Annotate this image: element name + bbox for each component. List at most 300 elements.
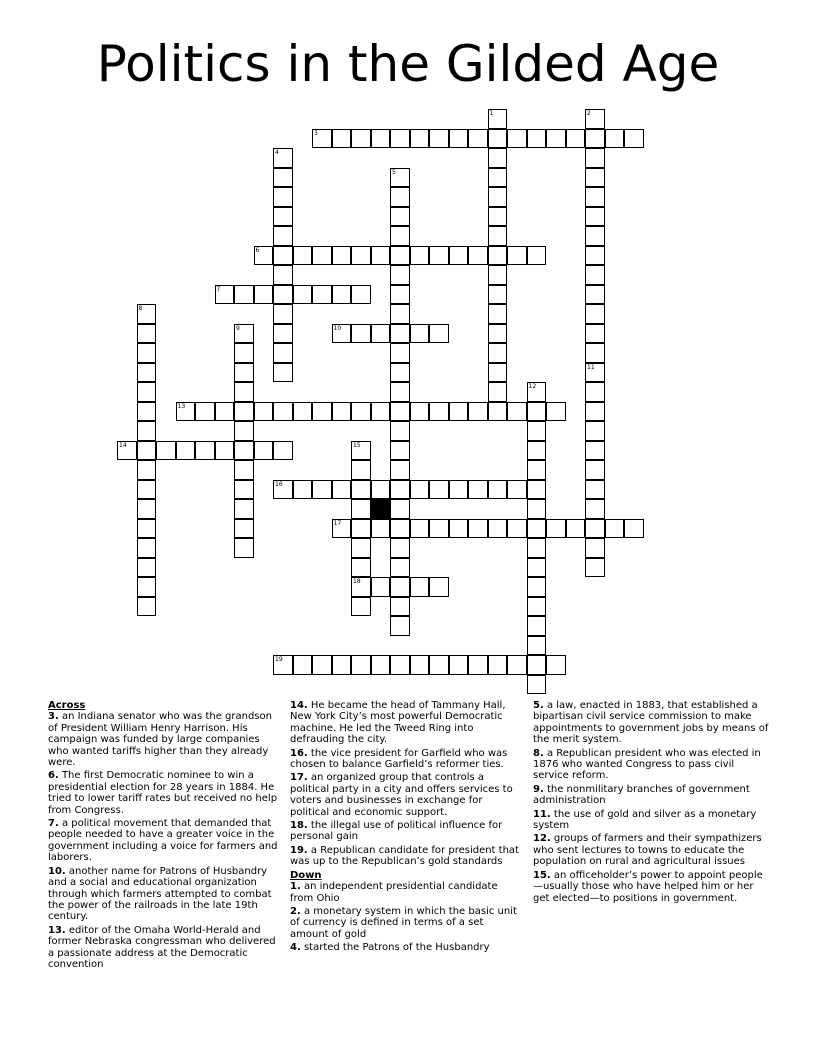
grid-cell[interactable] <box>585 246 605 266</box>
grid-cell[interactable] <box>273 168 293 188</box>
grid-cell[interactable] <box>234 538 254 558</box>
grid-cell[interactable] <box>390 187 410 207</box>
grid-cell[interactable] <box>332 519 352 539</box>
grid-cell[interactable] <box>254 402 274 422</box>
grid-cell[interactable] <box>410 519 430 539</box>
clue-number: 8. <box>533 747 544 759</box>
clue-text: a Republican candidate for president that was up to the Republican’s gold standards <box>290 844 519 868</box>
grid-cell[interactable] <box>488 655 508 675</box>
clue-text: the use of gold and silver as a monetary system <box>533 808 757 832</box>
grid-cell[interactable] <box>585 207 605 227</box>
grid-cell[interactable] <box>351 402 371 422</box>
grid-cell[interactable] <box>468 655 488 675</box>
grid-cell[interactable] <box>351 499 371 519</box>
grid-cell[interactable] <box>351 519 371 539</box>
cell-number: 15 <box>353 441 361 449</box>
grid-cell[interactable] <box>449 129 469 149</box>
grid-cell[interactable] <box>527 246 547 266</box>
grid-cell[interactable] <box>234 499 254 519</box>
clue-across-14 <box>290 700 522 746</box>
grid-cell[interactable] <box>488 304 508 324</box>
grid-cell[interactable] <box>293 402 313 422</box>
clue-down-1 <box>290 881 522 904</box>
cell-number: 5 <box>392 168 396 176</box>
grid-cell[interactable] <box>390 382 410 402</box>
grid-cell[interactable] <box>585 168 605 188</box>
grid-cell[interactable] <box>527 460 547 480</box>
clue-across-19 <box>290 845 522 868</box>
grid-cell[interactable] <box>449 246 469 266</box>
grid-cell[interactable] <box>312 480 332 500</box>
grid-cell[interactable] <box>585 519 605 539</box>
grid-cell[interactable] <box>585 148 605 168</box>
grid-cell[interactable] <box>585 363 605 383</box>
grid-cell[interactable] <box>234 441 254 461</box>
grid-cell[interactable] <box>312 655 332 675</box>
grid-cell[interactable] <box>488 168 508 188</box>
clue-number: 18. <box>290 820 308 832</box>
grid-cell[interactable] <box>468 129 488 149</box>
grid-cell[interactable] <box>273 304 293 324</box>
grid-cell[interactable] <box>371 519 391 539</box>
grid-cell[interactable] <box>527 636 547 656</box>
grid-cell[interactable] <box>390 343 410 363</box>
grid-cell[interactable] <box>507 246 527 266</box>
grid-cell[interactable] <box>215 441 235 461</box>
grid-cell[interactable] <box>429 519 449 539</box>
grid-cell[interactable] <box>254 285 274 305</box>
grid-cell[interactable] <box>273 363 293 383</box>
clue-down-2 <box>290 906 522 940</box>
grid-cell[interactable] <box>312 285 332 305</box>
cell-number: 16 <box>275 480 283 488</box>
grid-cell[interactable] <box>527 577 547 597</box>
grid-cell[interactable] <box>293 246 313 266</box>
grid-cell[interactable] <box>332 402 352 422</box>
clue-down-4 <box>290 942 522 953</box>
grid-cell[interactable] <box>215 285 235 305</box>
grid-cell[interactable] <box>527 597 547 617</box>
grid-cell[interactable] <box>605 129 625 149</box>
grid-cell[interactable] <box>585 129 605 149</box>
clue-down-11 <box>533 809 769 832</box>
grid-cell[interactable] <box>585 304 605 324</box>
grid-cell[interactable] <box>566 519 586 539</box>
cell-number: 12 <box>528 383 537 390</box>
grid-cell[interactable] <box>546 129 566 149</box>
grid-cell[interactable] <box>449 519 469 539</box>
grid-cell[interactable] <box>273 246 293 266</box>
grid-cell[interactable] <box>351 655 371 675</box>
clues-column-1 <box>48 700 282 972</box>
clue-number: 13. <box>48 924 66 936</box>
grid-cell[interactable] <box>488 480 508 500</box>
clue-down-15 <box>533 870 769 904</box>
clue-down-8 <box>533 748 769 782</box>
grid-cell[interactable] <box>137 363 157 383</box>
grid-cell[interactable] <box>254 441 274 461</box>
grid-cell[interactable] <box>390 246 410 266</box>
grid-cell[interactable] <box>195 402 215 422</box>
grid-cell[interactable] <box>429 246 449 266</box>
grid-cell[interactable] <box>293 480 313 500</box>
clue-down-5 <box>533 700 769 746</box>
grid-cell[interactable] <box>351 577 371 597</box>
grid-cell[interactable] <box>137 577 157 597</box>
grid-cell[interactable] <box>137 343 157 363</box>
grid-cell[interactable] <box>527 421 547 441</box>
clue-text: He became the head of Tammany Hall, New York City’s most powerful Democratic machine. He led the Tweed Ring into defrauding the city. <box>290 700 506 746</box>
grid-cell[interactable] <box>312 402 332 422</box>
grid-cell[interactable] <box>312 246 332 266</box>
grid-cell[interactable] <box>351 597 371 617</box>
clue-number: 7. <box>48 818 59 830</box>
grid-cell[interactable] <box>585 109 605 129</box>
grid-cell[interactable] <box>332 480 352 500</box>
grid-cell[interactable] <box>488 148 508 168</box>
grid-cell[interactable] <box>234 382 254 402</box>
grid-cell[interactable] <box>390 168 410 188</box>
clue-text: a political movement that demanded that people needed to have a greater voice in the government including a voice for farmers and laborers. <box>48 818 278 864</box>
grid-cell[interactable] <box>234 285 254 305</box>
grid-cell[interactable] <box>585 499 605 519</box>
across-header: Across <box>48 700 86 711</box>
grid-cell[interactable] <box>137 382 157 402</box>
grid-cell[interactable] <box>468 480 488 500</box>
grid-cell[interactable] <box>449 402 469 422</box>
grid-cell[interactable] <box>234 460 254 480</box>
grid-cell[interactable] <box>137 499 157 519</box>
clue-text: a monetary system in which the basic unit of currency is defined in terms of a set amount of gold <box>290 905 517 940</box>
grid-cell[interactable] <box>507 129 527 149</box>
clue-number: 6. <box>48 770 59 782</box>
grid-cell[interactable] <box>351 285 371 305</box>
grid-cell[interactable] <box>273 324 293 344</box>
clue-text: another name for Patrons of Husbandry and a social and educational organization through which farmers attempted to combat the power of the railroads in the late 19th century. <box>48 865 272 923</box>
clue-across-17 <box>290 772 522 818</box>
clue-across-13 <box>48 925 282 971</box>
grid-cell[interactable] <box>585 402 605 422</box>
grid-cell[interactable] <box>429 129 449 149</box>
clue-number: 19. <box>290 844 308 856</box>
grid-cell[interactable] <box>585 187 605 207</box>
grid-cell[interactable] <box>410 246 430 266</box>
grid-cell[interactable] <box>527 538 547 558</box>
cell-number: 17 <box>333 519 342 527</box>
grid-cell[interactable] <box>390 460 410 480</box>
grid-cell[interactable] <box>585 441 605 461</box>
clue-text: an officeholder’s power to appoint people—usually those who have helped him or her get elected—to positions in government. <box>533 869 763 904</box>
clue-text: the vice president for Garfield who was chosen to balance Garfield’s reformer ties. <box>290 747 508 771</box>
clue-number: 12. <box>533 833 551 845</box>
grid-cell[interactable] <box>273 207 293 227</box>
grid-cell[interactable] <box>137 441 157 461</box>
clue-number: 1. <box>290 881 301 893</box>
grid-cell[interactable] <box>273 655 293 675</box>
grid-cell[interactable] <box>585 421 605 441</box>
grid-cell[interactable] <box>585 285 605 305</box>
grid-cell[interactable] <box>117 441 137 461</box>
grid-cell[interactable] <box>273 480 293 500</box>
grid-cell[interactable] <box>273 441 293 461</box>
clue-number: 17. <box>290 772 308 784</box>
grid-cell[interactable] <box>429 324 449 344</box>
clue-text: an organized group that controls a political party in a city and offers services to voters and businesses in exchange for political and economic support. <box>290 772 513 818</box>
grid-cell[interactable] <box>293 285 313 305</box>
grid-cell[interactable] <box>390 597 410 617</box>
grid-cell[interactable] <box>137 304 157 324</box>
grid-cell[interactable] <box>527 519 547 539</box>
grid-cell[interactable] <box>176 402 196 422</box>
clue-number: 3. <box>48 711 59 723</box>
grid-cell[interactable] <box>371 655 391 675</box>
grid-cell[interactable] <box>585 265 605 285</box>
grid-cell[interactable] <box>371 480 391 500</box>
cell-number: 1 <box>489 110 494 117</box>
grid-cell[interactable] <box>273 285 293 305</box>
grid-cell[interactable] <box>429 577 449 597</box>
grid-cell[interactable] <box>488 519 508 539</box>
grid-cell[interactable] <box>254 246 274 266</box>
grid-cell[interactable] <box>390 285 410 305</box>
grid-cell[interactable] <box>137 558 157 578</box>
grid-cell[interactable] <box>390 480 410 500</box>
grid-cell[interactable] <box>273 265 293 285</box>
grid-cell[interactable] <box>546 402 566 422</box>
grid-cell[interactable] <box>410 324 430 344</box>
clue-number: 9. <box>533 783 544 795</box>
grid-cell[interactable] <box>137 519 157 539</box>
grid-cell[interactable] <box>410 129 430 149</box>
cell-number: 19 <box>275 656 283 663</box>
clue-text: started the Patrons of the Husbandry <box>303 942 490 954</box>
grid-cell[interactable] <box>410 402 430 422</box>
grid-cell[interactable] <box>527 655 547 675</box>
grid-cell[interactable] <box>527 129 547 149</box>
grid-cell[interactable] <box>156 441 176 461</box>
down-header: Down <box>290 869 322 881</box>
grid-cell[interactable] <box>585 558 605 578</box>
clue-across-16 <box>290 748 522 771</box>
grid-cell[interactable] <box>234 519 254 539</box>
grid-cell[interactable] <box>371 324 391 344</box>
grid-cell[interactable] <box>488 187 508 207</box>
grid-cell[interactable] <box>371 129 391 149</box>
grid-cell[interactable] <box>371 402 391 422</box>
cell-number: 18 <box>353 578 361 585</box>
grid-cell[interactable] <box>585 226 605 246</box>
grid-cell[interactable] <box>137 421 157 441</box>
grid-cell[interactable] <box>390 421 410 441</box>
grid-cell[interactable] <box>273 343 293 363</box>
cell-number: 6 <box>255 246 260 254</box>
grid-cell[interactable] <box>137 538 157 558</box>
grid-cell[interactable] <box>585 382 605 402</box>
grid-cell[interactable] <box>488 324 508 344</box>
grid-cell[interactable] <box>488 382 508 402</box>
clues-column-3 <box>533 700 769 906</box>
clue-number: 16. <box>290 747 308 759</box>
grid-cell[interactable] <box>351 441 371 461</box>
grid-cell[interactable] <box>527 558 547 578</box>
grid-cell[interactable] <box>585 343 605 363</box>
grid-cell[interactable] <box>137 402 157 422</box>
grid-cell[interactable] <box>351 460 371 480</box>
cell-number: 14 <box>119 441 127 449</box>
grid-cell[interactable] <box>546 655 566 675</box>
grid-cell[interactable] <box>566 129 586 149</box>
grid-cell[interactable] <box>195 441 215 461</box>
grid-cell[interactable] <box>371 577 391 597</box>
grid-cell[interactable] <box>390 616 410 636</box>
cell-number: 8 <box>138 305 143 312</box>
grid-cell[interactable] <box>234 480 254 500</box>
grid-cell[interactable] <box>332 285 352 305</box>
grid-cell[interactable] <box>585 538 605 558</box>
grid-cell[interactable] <box>390 207 410 227</box>
grid-cell[interactable] <box>527 675 547 695</box>
grid-cell[interactable] <box>137 597 157 617</box>
grid-cell[interactable] <box>488 265 508 285</box>
grid-cell[interactable] <box>390 499 410 519</box>
grid-cell[interactable] <box>332 246 352 266</box>
grid-cell[interactable] <box>488 285 508 305</box>
grid-cell[interactable] <box>390 129 410 149</box>
grid-cell[interactable] <box>390 577 410 597</box>
grid-cell[interactable] <box>390 363 410 383</box>
clue-text: editor of the Omaha World-Herald and former Nebraska congressman who delivered a passionate address at the Democratic convention <box>48 924 276 970</box>
grid-cell[interactable] <box>605 519 625 539</box>
clue-text: an independent presidential candidate from Ohio <box>290 881 498 904</box>
grid-cell[interactable] <box>507 402 527 422</box>
grid-cell[interactable] <box>507 655 527 675</box>
grid-cell[interactable] <box>507 480 527 500</box>
grid-cell[interactable] <box>488 363 508 383</box>
grid-cell[interactable] <box>468 246 488 266</box>
grid-cell[interactable] <box>585 324 605 344</box>
grid-cell[interactable] <box>488 207 508 227</box>
grid-cell[interactable] <box>410 577 430 597</box>
grid-cell[interactable] <box>273 148 293 168</box>
clue-text: The first Democratic nominee to win a presidential election for 28 years in 1884. He tried to lower tariff rates but received no help from Congress. <box>48 770 278 816</box>
grid-cell[interactable] <box>351 246 371 266</box>
grid-cell[interactable] <box>429 480 449 500</box>
grid-cell[interactable] <box>468 402 488 422</box>
grid-cell[interactable] <box>624 519 644 539</box>
grid-cell[interactable] <box>527 402 547 422</box>
clue-number: 15. <box>533 869 551 881</box>
grid-cell[interactable] <box>351 538 371 558</box>
grid-cell[interactable] <box>390 304 410 324</box>
grid-cell[interactable] <box>488 226 508 246</box>
grid-cell[interactable] <box>624 129 644 149</box>
grid-cell[interactable] <box>332 324 352 344</box>
clue-number: 5. <box>533 700 544 711</box>
grid-cell[interactable] <box>351 480 371 500</box>
grid-cell[interactable] <box>390 226 410 246</box>
grid-cell[interactable] <box>449 480 469 500</box>
grid-cell[interactable] <box>488 402 508 422</box>
grid-cell[interactable] <box>390 402 410 422</box>
grid-cell[interactable] <box>390 519 410 539</box>
grid-cell[interactable] <box>332 129 352 149</box>
grid-cell[interactable] <box>390 538 410 558</box>
grid-cell[interactable] <box>488 246 508 266</box>
grid-cell[interactable] <box>585 480 605 500</box>
grid-cell[interactable] <box>137 324 157 344</box>
clue-text: the illegal use of political influence for personal gain <box>290 820 503 843</box>
grid-cell[interactable] <box>351 324 371 344</box>
clue-text: groups of farmers and their sympathizers who sent lectures to towns to educate the population on rural and agricultural issues <box>533 833 762 868</box>
grid-cell[interactable] <box>273 226 293 246</box>
grid-cell[interactable] <box>390 558 410 578</box>
clue-text: a law, enacted in 1883, that established a bipartisan civil service commission to make appointments to government jobs by means of the merit system. <box>533 700 769 746</box>
cell-number: 11 <box>587 363 595 371</box>
grid-cell[interactable] <box>234 402 254 422</box>
grid-cell[interactable] <box>449 655 469 675</box>
grid-cell[interactable] <box>312 129 332 149</box>
grid-cell[interactable] <box>390 655 410 675</box>
cell-number: 2 <box>587 110 591 117</box>
grid-cell[interactable] <box>137 460 157 480</box>
grid-cell[interactable] <box>527 499 547 519</box>
grid-cell[interactable] <box>527 382 547 402</box>
grid-cell[interactable] <box>390 324 410 344</box>
grid-cell[interactable] <box>527 441 547 461</box>
grid-cell[interactable] <box>429 402 449 422</box>
grid-cell[interactable] <box>527 616 547 636</box>
clue-across-3 <box>48 711 282 768</box>
grid-cell[interactable] <box>215 402 235 422</box>
grid-cell[interactable] <box>351 558 371 578</box>
grid-cell[interactable] <box>234 421 254 441</box>
grid-cell[interactable] <box>137 480 157 500</box>
clues-column-2 <box>290 700 522 956</box>
clue-down-12 <box>533 833 769 867</box>
black-cell <box>371 499 391 519</box>
grid-cell[interactable] <box>390 265 410 285</box>
grid-cell[interactable] <box>234 363 254 383</box>
grid-cell[interactable] <box>429 655 449 675</box>
cell-number: 4 <box>275 149 279 156</box>
grid-cell[interactable] <box>371 246 391 266</box>
cell-number: 7 <box>216 285 221 293</box>
clue-text: the nonmilitary branches of government administration <box>533 783 750 807</box>
clue-down-9 <box>533 784 769 807</box>
grid-cell[interactable] <box>273 402 293 422</box>
grid-cell[interactable] <box>293 655 313 675</box>
grid-cell[interactable] <box>234 343 254 363</box>
grid-cell[interactable] <box>234 324 254 344</box>
grid-cell[interactable] <box>507 519 527 539</box>
grid-cell[interactable] <box>410 480 430 500</box>
grid-cell[interactable] <box>527 480 547 500</box>
cell-number: 10 <box>333 324 342 332</box>
grid-cell[interactable] <box>351 129 371 149</box>
grid-cell[interactable] <box>585 460 605 480</box>
grid-cell[interactable] <box>410 655 430 675</box>
grid-cell[interactable] <box>488 129 508 149</box>
grid-cell[interactable] <box>176 441 196 461</box>
grid-cell[interactable] <box>546 519 566 539</box>
grid-cell[interactable] <box>488 109 508 129</box>
grid-cell[interactable] <box>332 655 352 675</box>
grid-cell[interactable] <box>488 343 508 363</box>
clue-number: 2. <box>290 905 301 917</box>
grid-cell[interactable] <box>468 519 488 539</box>
grid-cell[interactable] <box>390 441 410 461</box>
grid-cell[interactable] <box>273 187 293 207</box>
